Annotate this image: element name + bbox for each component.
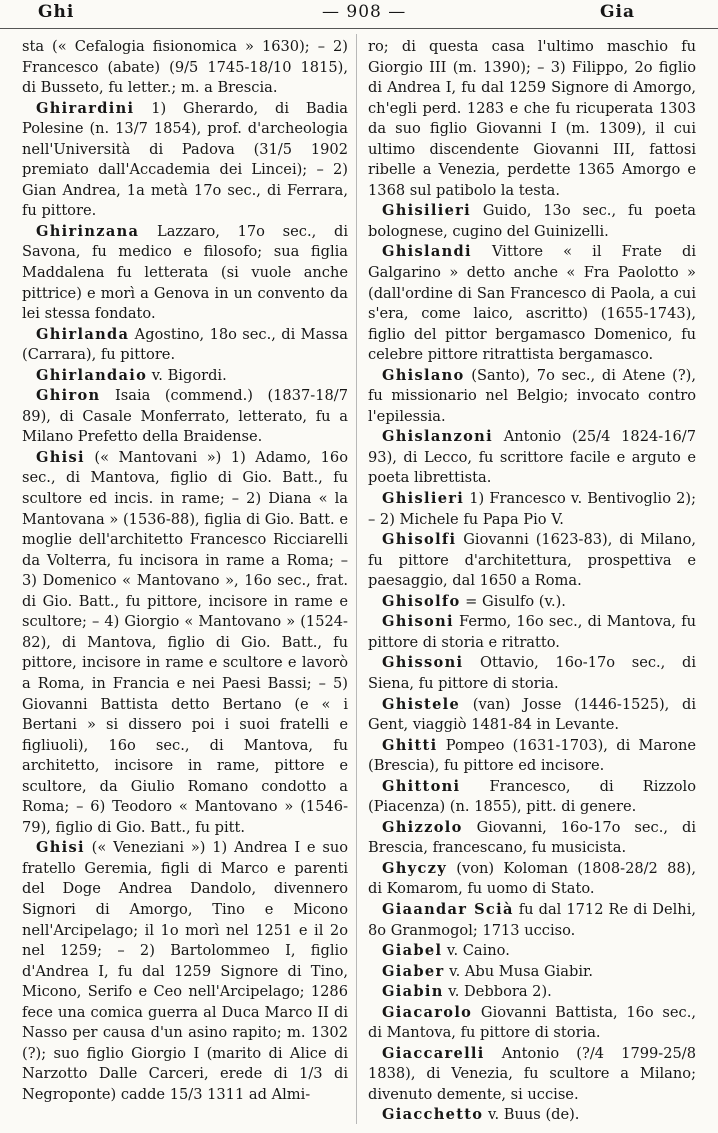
entry-text: Ottavio, 16o-17o sec., di Siena, fu pittore di storia. bbox=[368, 654, 696, 692]
entry bbox=[368, 1003, 696, 1044]
headword: Ghistele bbox=[382, 695, 461, 713]
headword: Ghislieri bbox=[382, 490, 465, 508]
entry bbox=[368, 653, 696, 694]
entry-text: v. Buus (de). bbox=[483, 1106, 580, 1124]
headword: Ghisoni bbox=[382, 613, 454, 631]
entry-text: v. Bigordi. bbox=[147, 366, 227, 384]
entry-text: (« Mantovani ») 1) Adamo, 16o sec., di Mantova, figlio di Gio. Batt., fu scultore ed incis. in rame; – 2) Diana « la Mantovana » (1536-88), figlia di Gio. Batt. e moglie dell'architetto Francesco Ricciarelli da Volterra, fu incisora in rame a Roma; – 3) Domenico « Mantovano », 16o sec., frat. di Gio. Batt., fu pittore, incisore in rame e scultore; – 4) Giorgio « Mantovano » (1524-82), di Mantova, figlio di Gio. Batt., fu pittore, incisore in rame e scultore e lavorò a Roma, in Francia e nei Paesi Bassi; – 5) Giovanni Battista detto Bertano (e « i Bertani » si dissero poi i suoi fratelli e figliuoli), 16o sec., di Mantova, fu architetto, incisore in rame, pittore e scultore, da Giulio Romano condotto a Roma; – 6) Teodoro « Mantovano » (1546-79), figlio di Gio. Batt., fu pitt. bbox=[22, 448, 348, 836]
entry bbox=[22, 325, 348, 366]
entry-text: (von) Koloman (1808-28/2 88), di Komarom, fu uomo di Stato. bbox=[368, 859, 696, 898]
headword: Ghislanzoni bbox=[382, 428, 493, 446]
entry-text: Guido, 13o sec., fu poeta bolognese, cugino del Guinizelli. bbox=[368, 202, 696, 240]
headword: Giabel bbox=[382, 942, 443, 960]
headword: Ghislano bbox=[382, 366, 465, 384]
entry bbox=[368, 695, 696, 736]
headword: Ghizzolo bbox=[382, 818, 463, 836]
header-right: Gia bbox=[600, 2, 635, 22]
entry-text: Antonio (?/4 1799-25/8 1838), di Venezia, fu scultore a Milano; divenuto demente, si uccise. bbox=[368, 1044, 696, 1103]
entry-text: v. Debbora 2). bbox=[443, 983, 552, 1001]
entry-text: (Santo), 7o sec., di Atene (?), fu missionario nel Belgio; invocato contro l'epilessia. bbox=[368, 366, 696, 425]
headword: Ghirlandaio bbox=[36, 366, 148, 384]
entry-text: Vittore « il Frate di Galgarino » detto anche « Fra Paolotto » (dall'ordine di San Francesco di Paola, a cui s'era, come laico, ascritto) (1655-1743), figlio del pittor bergamasco Domenico, fu celebre pittore ritrattista bergamasco. bbox=[368, 243, 696, 364]
entry bbox=[368, 592, 696, 613]
headword: Ghisi bbox=[36, 839, 85, 857]
entry-text: = Gisulfo (v.). bbox=[460, 592, 566, 610]
page-number: — 908 — bbox=[322, 2, 407, 22]
entry-text: Antonio (25/4 1824-16/7 93), di Lecco, fu scrittore facile e arguto e poeta librettista. bbox=[368, 428, 696, 487]
page-header bbox=[0, 0, 718, 29]
entry-text: v. Abu Musa Giabir. bbox=[444, 962, 594, 980]
entry-text: ro; di questa casa l'ultimo maschio fu Giorgio III (m. 1390); – 3) Filippo, 2o figlio di Andrea I, fu dal 1259 Signore di Amorgo, ch'egli perd. 1283 e che fu ricuperata 1303 da suo figlio Giovanni I (m. 1309), il cui ultimo discendente Giovanni III, fattosi ribelle a Venezia, perdette 1365 Amorgo e 1368 sul patibolo la testa. bbox=[368, 38, 696, 199]
entry-text: Agostino, 18o sec., di Massa (Carrara), fu pittore. bbox=[22, 325, 348, 364]
headword: Giabin bbox=[382, 983, 444, 1001]
entry bbox=[22, 386, 348, 448]
entry bbox=[368, 530, 696, 592]
entry bbox=[22, 222, 348, 325]
entry bbox=[368, 982, 696, 1003]
entry bbox=[368, 366, 696, 428]
entry-text: Isaia (commend.) (1837-18/7 89), di Casale Monferrato, letterato, fu a Milano Prefetto della Braidense. bbox=[22, 387, 348, 446]
entry-text: Lazzaro, 17o sec., di Savona, fu medico e filosofo; sua figlia Maddalena fu letterata (si vuole anche pittrice) e morì a Genova in un convento da lei stessa fondato. bbox=[22, 222, 348, 323]
entry-text: fu dal 1712 Re di Delhi, 8o Granmogol; 1713 ucciso. bbox=[368, 900, 696, 939]
entry-text: Giovanni, 16o-17o sec., di Brescia, francescano, fu musicista. bbox=[368, 818, 696, 857]
headword: Giaccarelli bbox=[382, 1044, 485, 1062]
entry-text: (« Veneziani ») 1) Andrea I e suo fratello Geremia, figli di Marco e parenti del Doge Andrea Dandolo, divennero Signori di Amorgo, Tino e Micono nell'Arcipelago; il 1o morì nel 1251 e il 2o nel 1259; – 2) Bartolommeo I, figlio d'Andrea I, fu dal 1259 Signore di Tino, Micono, Serifo e Ceo nell'Arcipelago; 1286 fece una comica guerra al Duca Marco II di Nasso per causa d'un asino rapito; m. 1302 (?); suo figlio Giorgio I (marito di Alice di Narzotto Dalle Carceri, erede di 1/3 di Negroponte) cadde 15/3 1311 ad Almi- bbox=[22, 839, 348, 1103]
headword: Giaandar Scià bbox=[382, 900, 514, 918]
headword: Ghirlanda bbox=[36, 325, 130, 343]
headword: Ghyczy bbox=[382, 859, 448, 877]
headword: Ghisi bbox=[36, 448, 85, 466]
headword: Ghirardini bbox=[36, 99, 135, 117]
entry bbox=[368, 242, 696, 365]
header-left: Ghi bbox=[38, 2, 75, 22]
entry-text: Giovanni Battista, 16o sec., di Mantova, fu pittore di storia. bbox=[368, 1003, 696, 1042]
entry bbox=[22, 838, 348, 1105]
entry bbox=[368, 489, 696, 530]
entry-text: v. Caino. bbox=[442, 942, 510, 960]
headword: Ghisolfi bbox=[382, 531, 457, 549]
headword: Ghisilieri bbox=[382, 202, 471, 220]
entry bbox=[22, 448, 348, 838]
entry bbox=[368, 37, 696, 201]
entry bbox=[22, 99, 348, 222]
entry bbox=[368, 1105, 696, 1126]
entry-text: 1) Gherardo, di Badia Polesine (n. 13/7 1854), prof. d'archeologia nell'Università di Padova (31/5 1902 premiato dall'Accademia dei Lincei); – 2) Gian Andrea, 1a metà 17o sec., di Ferrara, fu pittore. bbox=[22, 99, 348, 220]
entry-text: Pompeo (1631-1703), di Marone (Brescia), fu pittore ed incisore. bbox=[368, 736, 696, 775]
entry bbox=[368, 1044, 696, 1106]
entry bbox=[368, 612, 696, 653]
headword: Ghiron bbox=[36, 387, 101, 405]
entry-text: sta (« Cefalogia fisionomica » 1630); – 2) Francesco (abate) (9/5 1745-18/10 1815), di Busseto, fu letter.; m. a Brescia. bbox=[22, 38, 348, 97]
entry bbox=[368, 859, 696, 900]
entry-text: Giovanni (1623-83), di Milano, fu pittore d'architettura, prospettiva e paesaggio, dal 1650 a Roma. bbox=[368, 531, 696, 590]
entry bbox=[368, 900, 696, 941]
entry-text: Francesco, di Rizzolo (Piacenza) (n. 1855), pitt. di genere. bbox=[368, 777, 696, 816]
entry-text: 1) Francesco v. Bentivoglio 2); – 2) Michele fu Papa Pio V. bbox=[368, 490, 696, 528]
entry bbox=[368, 427, 696, 489]
headword: Ghitti bbox=[382, 736, 438, 754]
entry bbox=[368, 962, 696, 983]
entry bbox=[22, 366, 348, 387]
column-divider bbox=[356, 34, 357, 1124]
entry-text: (van) Josse (1446-1525), di Gent, viaggiò 1481-84 in Levante. bbox=[368, 695, 696, 734]
entry bbox=[368, 818, 696, 859]
entry bbox=[368, 941, 696, 962]
headword: Ghissoni bbox=[382, 654, 464, 672]
right-column bbox=[368, 37, 696, 1126]
headword: Ghittoni bbox=[382, 777, 461, 795]
headword: Giacarolo bbox=[382, 1003, 473, 1021]
headword: Ghislandi bbox=[382, 243, 472, 261]
headword: Ghisolfo bbox=[382, 592, 461, 610]
headword: Giacchetto bbox=[382, 1106, 484, 1124]
entry-text: Fermo, 16o sec., di Mantova, fu pittore di storia e ritratto. bbox=[368, 613, 696, 651]
headword: Giaber bbox=[382, 962, 445, 980]
entry bbox=[368, 777, 696, 818]
entry bbox=[368, 736, 696, 777]
left-column bbox=[22, 37, 348, 1105]
entry bbox=[22, 37, 348, 99]
entry bbox=[368, 201, 696, 242]
headword: Ghirinzana bbox=[36, 222, 140, 240]
